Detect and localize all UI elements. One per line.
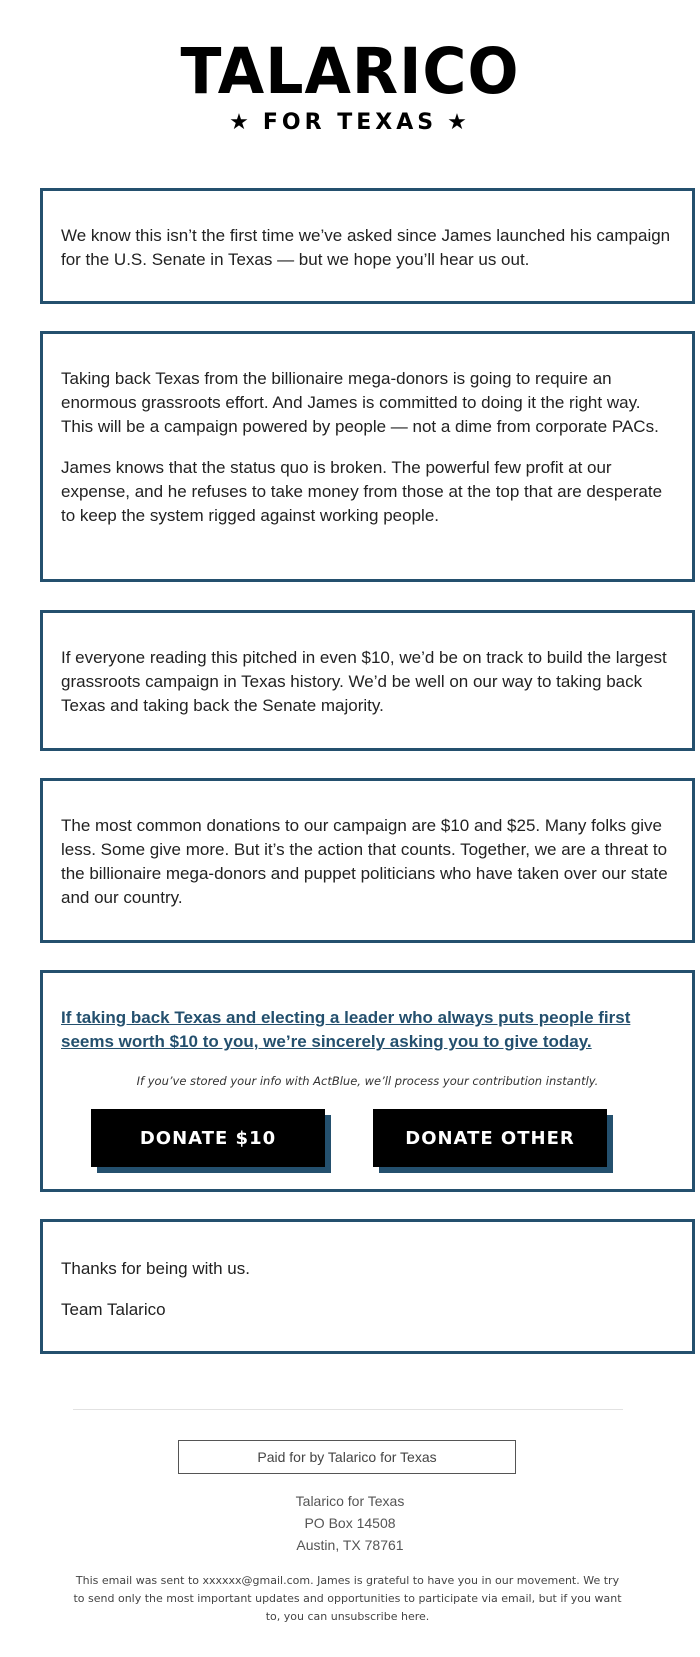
closing-box xyxy=(40,1219,695,1354)
campaign-logo xyxy=(0,35,700,135)
grassroots-box xyxy=(40,331,695,582)
cta-box xyxy=(40,970,695,1192)
paid-for-disclaimer: Paid for by Talarico for Texas xyxy=(178,1440,516,1474)
donate-link[interactable]: If taking back Texas and electing a leader who always puts people first seems worth $10 to you, we’re sincerely asking you to give today. xyxy=(61,1008,631,1051)
pitch-box xyxy=(40,610,695,751)
address-line-1: Talarico for Texas xyxy=(295,1493,405,1509)
status-quo-paragraph: James knows that the status quo is broken. The powerful few profit at our expense, and he refuses to take money from those at the top that are desperate to keep the system rigged against working people. xyxy=(61,458,663,525)
mailing-address xyxy=(0,1490,700,1556)
closing-signature: Team Talarico xyxy=(61,1300,166,1319)
donate-other-button[interactable]: DONATE OTHER xyxy=(373,1109,607,1167)
intro-box xyxy=(40,188,695,304)
logo-name: TALARICO xyxy=(180,35,520,109)
legal-footer-text[interactable]: This email was sent to xxxxxx@gmail.com. James is grateful to have you in our movement. We try to send only the most important updates and opportunities to participate via email, but if you want to, you can unsubscribe here. xyxy=(73,1574,622,1623)
closing-thanks: Thanks for being with us. xyxy=(61,1259,250,1278)
pitch-paragraph: If everyone reading this pitched in even $10, we’d be on track to build the largest grassroots campaign in Texas history. We’d be well on our way to taking back Texas and taking back the Senate majority. xyxy=(61,648,667,715)
address-line-2: PO Box 14508 xyxy=(304,1515,396,1531)
address-line-3: Austin, TX 78761 xyxy=(296,1537,404,1553)
grassroots-paragraph: Taking back Texas from the billionaire mega-donors is going to require an enormous grassroots effort. And James is committed to doing it the right way. This will be a campaign powered by people — not a dime from corporate PACs. xyxy=(61,369,659,436)
footer-divider xyxy=(73,1409,623,1410)
star-icon: ★ xyxy=(229,110,253,135)
donate-10-button[interactable]: DONATE $10 xyxy=(91,1109,325,1167)
intro-paragraph: We know this isn’t the first time we’ve asked since James launched his campaign for the U.S. Senate in Texas — but we hope you’ll hear us out. xyxy=(61,226,671,269)
donations-box xyxy=(40,778,695,943)
donations-paragraph: The most common donations to our campaign are $10 and $25. Many folks give less. Some give more. But it’s the action that counts. Together, we are a threat to the billionaire mega-donors and puppet politicians who have taken over our state and our country. xyxy=(61,816,668,907)
logo-tagline: FOR TEXAS xyxy=(262,110,438,135)
star-icon: ★ xyxy=(447,110,471,135)
logo-tagline-row xyxy=(0,110,700,135)
actblue-note: If you’ve stored your info with ActBlue, we’ll process your contribution instantly. xyxy=(136,1074,599,1088)
